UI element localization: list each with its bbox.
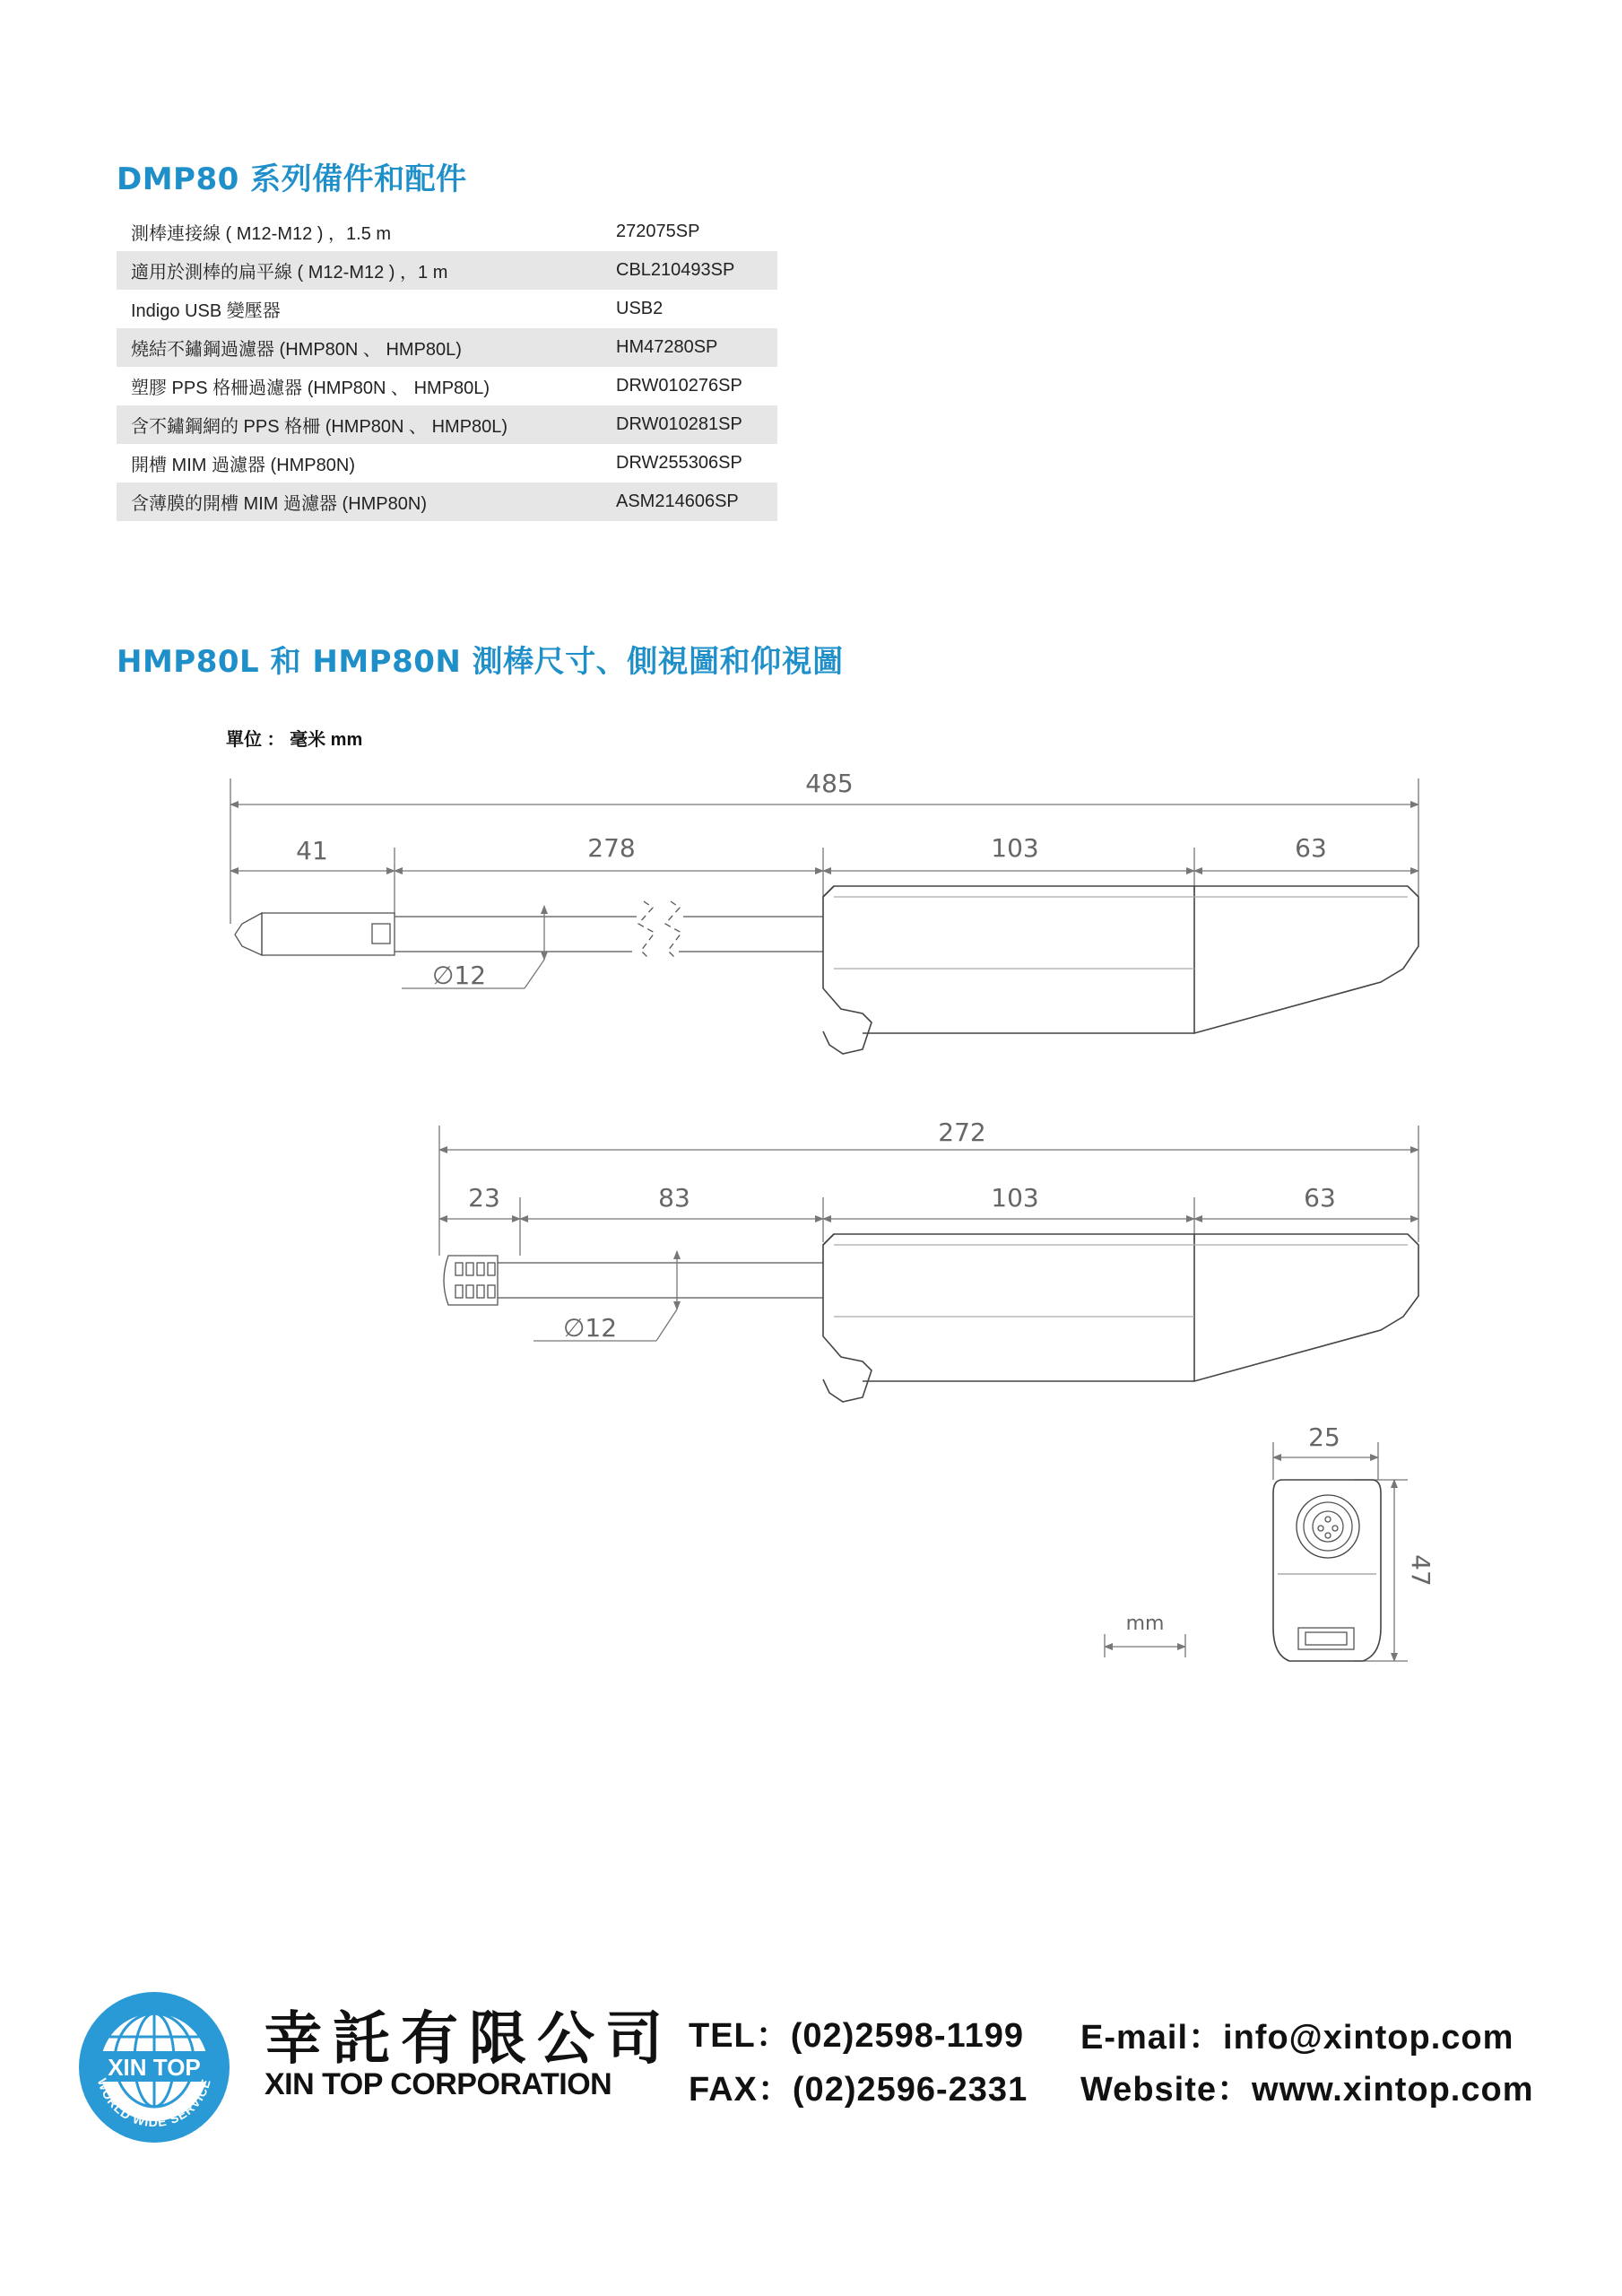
hmp80l-seg3-dim: 103: [991, 833, 1039, 863]
accessory-name: 適用於測棒的扁平線 ( M12-M12 ) ，1 m: [117, 251, 616, 290]
dimensions-title: HMP80L 和 HMP80N 測棒尺寸、側視圖和仰視圖: [117, 644, 844, 680]
tel-text: TEL：(02)2598-1199: [689, 2017, 1024, 2055]
hmp80l-total-dim: 485: [805, 769, 854, 798]
hmp80n-seg4-dim: 63: [1304, 1183, 1336, 1213]
hmp80n-seg3-dim: 103: [991, 1183, 1039, 1213]
accessory-code: 272075SP: [616, 222, 700, 241]
accessory-name: 開槽 MIM 過濾器 (HMP80N): [131, 456, 355, 475]
bottom-width-dim: 25: [1308, 1422, 1340, 1452]
accessory-name: 含薄膜的開槽 MIM 過濾器 (HMP80N): [117, 483, 616, 521]
unit-label: 單位 ： 毫米 mm: [226, 730, 363, 750]
scale-unit-label: mm: [1125, 1613, 1165, 1635]
accessory-code: DRW255306SP: [616, 453, 742, 473]
hmp80n-seg1-dim: 23: [468, 1183, 500, 1213]
logo-ring-text: WORLD WIDE SERVICE: [94, 2076, 213, 2130]
hmp80n-total-dim: 272: [938, 1118, 986, 1147]
hmp80n-seg2-dim: 83: [658, 1183, 690, 1213]
accessory-code: DRW010276SP: [616, 376, 742, 396]
accessory-name: 含不鏽鋼網的 PPS 格柵 (HMP80N 、 HMP80L): [117, 405, 616, 444]
xintop-logo: [74, 1987, 235, 2148]
accessory-name: Indigo USB 變壓器: [131, 301, 281, 321]
hmp80l-seg2-dim: 278: [587, 833, 636, 863]
fax-text: FAX：(02)2596-2331: [689, 2071, 1028, 2109]
hmp80l-diameter-dim: ∅12: [431, 961, 487, 990]
website-link[interactable]: Website：www.xintop.com: [1080, 2071, 1534, 2109]
bottom-height-dim: 47: [1406, 1554, 1436, 1587]
email-link[interactable]: E-mail：info@xintop.com: [1080, 2019, 1514, 2057]
accessory-code: CBL210493SP: [616, 251, 777, 290]
accessory-code: DRW010281SP: [616, 405, 777, 444]
accessory-code: USB2: [616, 299, 664, 318]
hmp80n-diameter-dim: ∅12: [562, 1313, 618, 1343]
accessory-name: 燒結不鏽鋼過濾器 (HMP80N 、 HMP80L): [117, 328, 616, 367]
hmp80l-seg1-dim: 41: [296, 836, 328, 865]
accessory-code: HM47280SP: [616, 328, 777, 367]
accessories-title: DMP80 系列備件和配件: [117, 161, 467, 197]
accessory-name: 測棒連接線 ( M12-M12 ) ，1.5 m: [131, 224, 392, 244]
hmp80l-seg4-dim: 63: [1295, 833, 1327, 863]
logo-text: XIN TOP: [108, 2054, 201, 2081]
company-name-cn: 幸託有限公司: [265, 2006, 673, 2073]
company-name-en: XIN TOP CORPORATION: [265, 2067, 612, 2101]
accessory-code: ASM214606SP: [616, 483, 777, 521]
accessory-name: 塑膠 PPS 格柵過濾器 (HMP80N 、 HMP80L): [131, 378, 490, 398]
